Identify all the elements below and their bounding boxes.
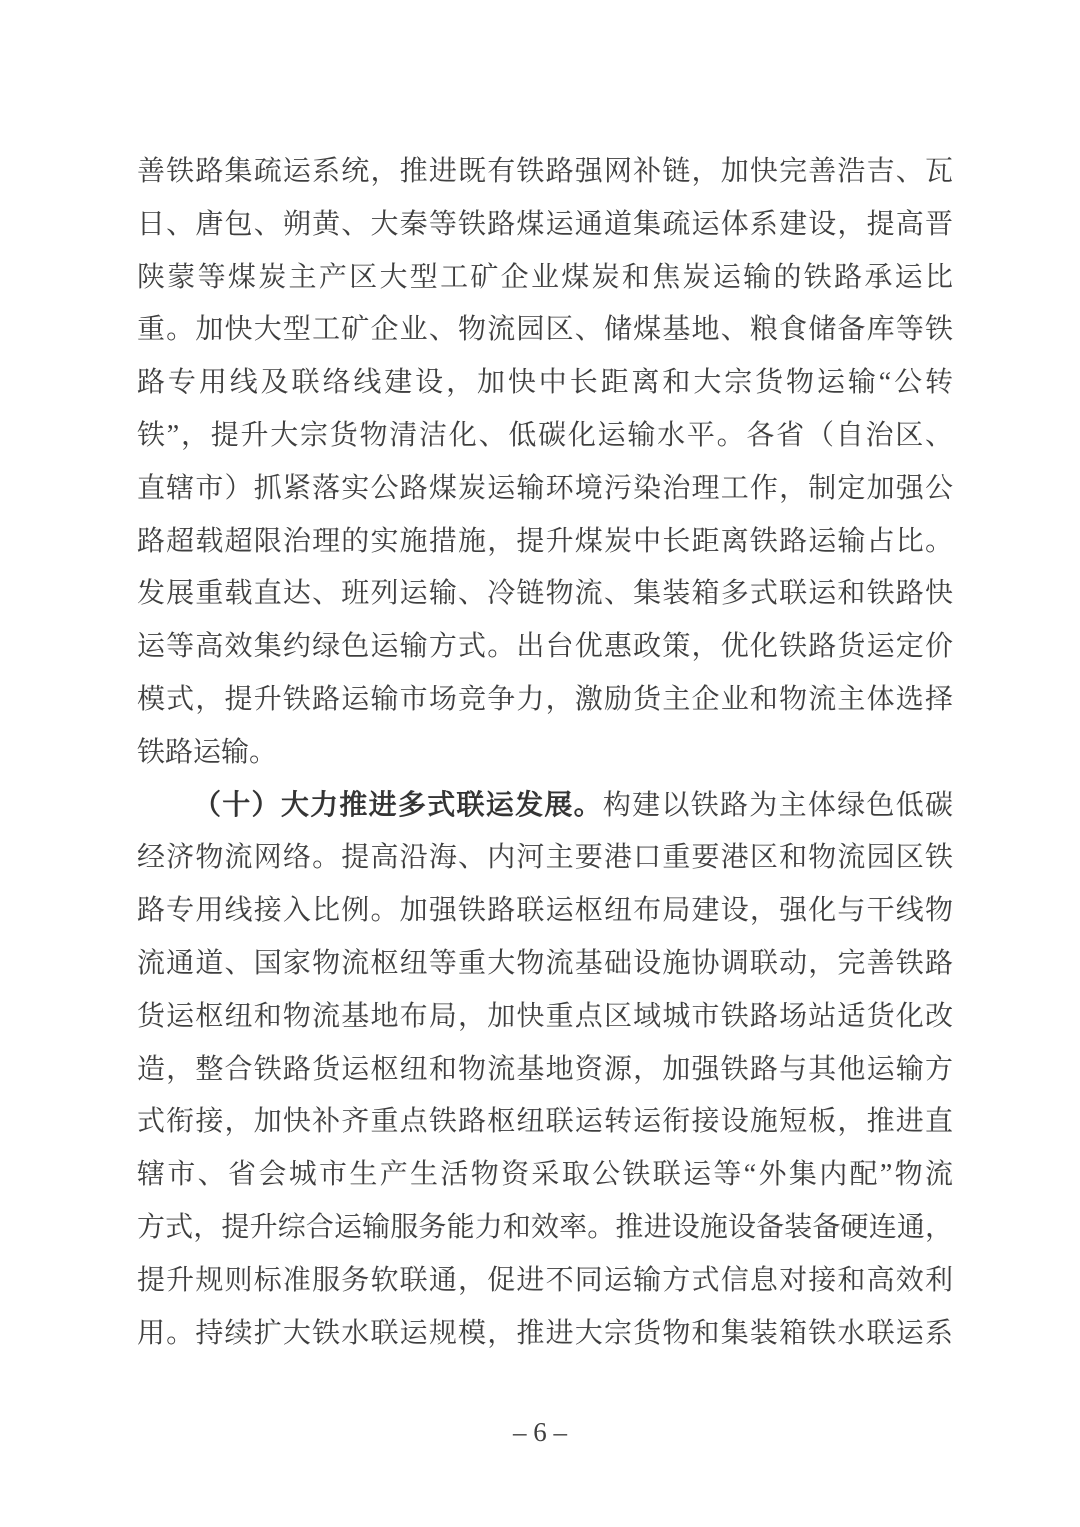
- section-heading-rest: 构建以铁路为主体绿色低碳: [602, 789, 953, 821]
- text-line: 重。加快大型工矿企业、物流园区、储煤基地、粮食储备库等铁: [137, 314, 953, 346]
- text-line: 式衔接，加快补齐重点铁路枢纽联运转运衔接设施短板，推进直: [137, 1106, 953, 1138]
- text-line: 流通道、国家物流枢纽等重大物流基础设施协调联动，完善铁路: [137, 947, 953, 979]
- text-line: 路超载超限治理的实施措施，提升煤炭中长距离铁路运输占比。: [137, 525, 953, 557]
- page-number: – 6 –: [513, 1417, 567, 1447]
- text-line: 铁路运输。: [137, 736, 278, 768]
- text-line: 运等高效集约绿色运输方式。出台优惠政策，优化铁路货运定价: [137, 631, 953, 663]
- paragraph: [137, 146, 953, 780]
- section-heading-line: [137, 780, 953, 833]
- text-line: 铁”，提升大宗货物清洁化、低碳化运输水平。各省（自治区、: [137, 419, 953, 451]
- paragraph: [137, 780, 953, 1361]
- text-line: 辖市、省会城市生产生活物资采取公铁联运等“外集内配”物流: [137, 1159, 953, 1191]
- text-line: 造，整合铁路货运枢纽和物流基地资源，加强铁路与其他运输方: [137, 1053, 953, 1085]
- text-line: 陕蒙等煤炭主产区大型工矿企业煤炭和焦炭运输的铁路承运比: [137, 261, 953, 293]
- text-line: 直辖市）抓紧落实公路煤炭运输环境污染治理工作，制定加强公: [137, 472, 953, 504]
- body-text-block: [137, 146, 953, 1360]
- text-line: 路专用线及联络线建设，加快中长距离和大宗货物运输“公转: [137, 367, 953, 399]
- text-line: 善铁路集疏运系统，推进既有铁路强网补链，加快完善浩吉、瓦: [137, 156, 953, 187]
- text-line: 方式，提升综合运输服务能力和效率。推进设施设备装备硬连通，: [137, 1211, 953, 1243]
- text-line: 用。持续扩大铁水联运规模，推进大宗货物和集装箱铁水联运系: [137, 1317, 953, 1349]
- text-line: 提升规则标准服务软联通，促进不同运输方式信息对接和高效利: [137, 1264, 953, 1296]
- text-line: 经济物流网络。提高沿海、内河主要港口重要港区和物流园区铁: [137, 842, 953, 874]
- text-line: 模式，提升铁路运输市场竞争力，激励货主企业和物流主体选择: [137, 683, 953, 715]
- text-line: 路专用线接入比例。加强铁路联运枢纽布局建设，强化与干线物: [137, 895, 953, 927]
- text-line: 货运枢纽和物流基地布局，加快重点区域城市铁路场站适货化改: [137, 1000, 953, 1032]
- text-line: 日、唐包、朔黄、大秦等铁路煤运通道集疏运体系建设，提高晋: [137, 208, 953, 240]
- section-heading: （十）大力推进多式联运发展。: [193, 789, 603, 821]
- text-line: 发展重载直达、班列运输、冷链物流、集装箱多式联运和铁路快: [137, 578, 953, 610]
